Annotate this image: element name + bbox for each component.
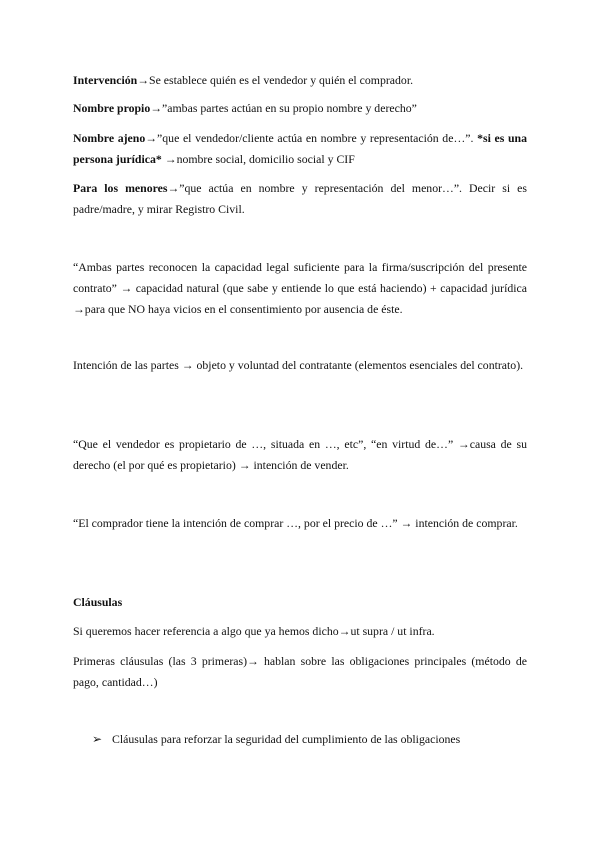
arrow: → bbox=[137, 73, 150, 87]
bullet-item bbox=[92, 729, 522, 750]
bullet-text: Cláusulas para reforzar la seguridad del cumplimiento de las obligaciones bbox=[112, 732, 461, 746]
term-intervencion: Intervención bbox=[73, 73, 138, 87]
arrow: → bbox=[150, 101, 163, 115]
paragraph-intencion: Intención de las partes → objeto y voluntad del contratante (elementos esenciales del contrato). bbox=[73, 358, 524, 372]
paragraph-referencia: Si queremos hacer referencia a algo que ya hemos dicho→ut supra / ut infra. bbox=[73, 624, 435, 638]
paragraph-vendedor: “Que el vendedor es propietario de …, situada en …, etc”, “en virtud de…” →causa de su derecho (el por qué es propietario) → intención de vender. bbox=[73, 437, 527, 472]
paragraph-menores bbox=[73, 178, 527, 220]
term-menores: Para los menores bbox=[73, 181, 168, 195]
term-nombre-propio: Nombre propio bbox=[73, 101, 151, 115]
arrow: → bbox=[145, 131, 158, 145]
paragraph-nombre-propio bbox=[73, 98, 527, 119]
definition-nombre-ajeno: ”que el vendedor/cliente actúa en nombre y representación de…”. bbox=[157, 131, 474, 145]
paragraph-primeras-clausulas: Primeras cláusulas (las 3 primeras)→ hablan sobre las obligaciones principales (método de pago, cantidad…) bbox=[73, 654, 527, 689]
paragraph-nombre-ajeno bbox=[73, 128, 527, 170]
term-nombre-ajeno: Nombre ajeno bbox=[73, 131, 146, 145]
paragraph-capacidad: “Ambas partes reconocen la capacidad legal suficiente para la firma/suscripción del presente contrato” → capacidad natural (que sabe y entiende lo que está haciendo) + capacidad jurídica →para que NO haya vicios en el consentimiento por ausencia de éste. bbox=[73, 260, 527, 316]
bullet-arrow-icon: ➢ bbox=[92, 732, 102, 746]
paragraph-comprador: “El comprador tiene la intención de comprar …, por el precio de …” → intención de comprar. bbox=[73, 516, 518, 530]
definition-nombre-propio: ”ambas partes actúan en su propio nombre y derecho” bbox=[162, 101, 417, 115]
section-heading-clausulas: Cláusulas bbox=[73, 595, 123, 609]
arrow: → bbox=[167, 181, 180, 195]
paragraph-intervencion bbox=[73, 70, 527, 91]
definition-intervencion: Se establece quién es el vendedor y quién el comprador. bbox=[149, 73, 414, 87]
definition-menores: ”que actúa en nombre y representación del menor…”. Decir si es padre/madre, y mirar Registro Civil. bbox=[73, 181, 527, 216]
definition-persona-juridica: →nombre social, domicilio social y CIF bbox=[164, 152, 355, 166]
note-persona-juridica: *si es una persona jurídica* bbox=[73, 131, 527, 166]
